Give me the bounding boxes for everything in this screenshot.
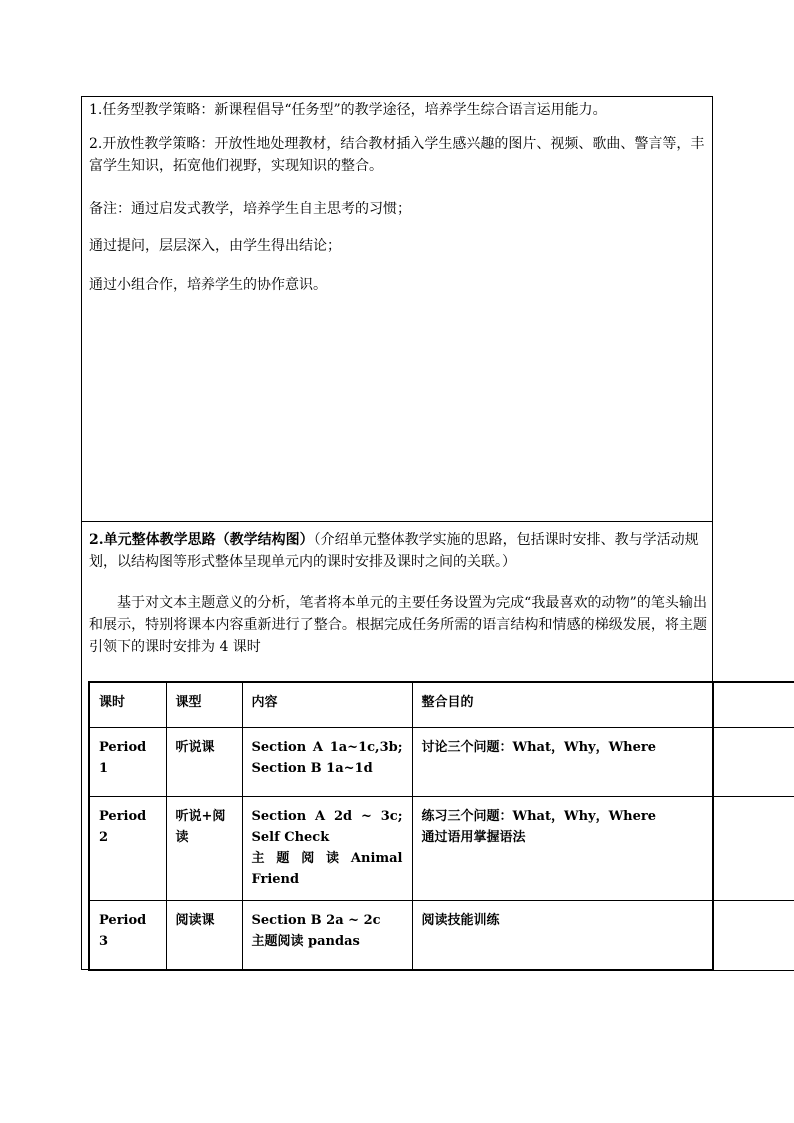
period-cell: Period 3 bbox=[89, 900, 166, 970]
section-heading-description: （介绍单元整体教学实施的思路，包括课时安排、教与学活动规划，以结构图等形式整体呈现单元内的课时安排及课时之间的关联。） bbox=[89, 532, 699, 570]
content-line: Section B 1a~1d bbox=[251, 760, 373, 776]
content-line: Friend bbox=[251, 871, 300, 887]
purpose-line: 讨论三个问题：What，Why，Where bbox=[421, 739, 657, 755]
header-period: 课时 bbox=[89, 682, 166, 727]
section-heading-title: 2.单元整体教学思路（教学结构图） bbox=[89, 532, 314, 548]
content-line: Section A 1a~1c,3b; bbox=[251, 739, 403, 755]
period-cell: Period 1 bbox=[89, 727, 166, 796]
header-type: 课型 bbox=[166, 682, 242, 727]
type-cell: 听说+阅读 bbox=[166, 796, 242, 900]
type-cell: 听说课 bbox=[166, 727, 242, 796]
period-cell: Period 2 bbox=[89, 796, 166, 900]
strategy-task-based: 1.任务型教学策略：新课程倡导“任务型”的教学途径，培养学生综合语言运用能力。 bbox=[89, 102, 607, 118]
content-line: 主题阅读 pandas bbox=[251, 933, 360, 949]
note-group-work: 通过小组合作，培养学生的协作意识。 bbox=[89, 277, 327, 293]
extra-cell bbox=[713, 900, 794, 970]
period-schedule-table bbox=[88, 681, 794, 971]
section-heading bbox=[89, 529, 707, 573]
header-purpose: 整合目的 bbox=[412, 682, 713, 727]
teaching-strategies-section bbox=[82, 97, 712, 522]
note-questioning: 通过提问，层层深入，由学生得出结论； bbox=[89, 238, 341, 254]
note-heuristic: 备注：通过启发式教学，培养学生自主思考的习惯； bbox=[89, 201, 411, 217]
content-cell bbox=[242, 727, 412, 796]
content-line: Self Check bbox=[251, 829, 330, 845]
table-header-row bbox=[89, 682, 794, 727]
header-content: 内容 bbox=[242, 682, 412, 727]
table-row bbox=[89, 900, 794, 970]
purpose-cell bbox=[412, 727, 713, 796]
purpose-cell bbox=[412, 796, 713, 900]
section-body: 基于对文本主题意义的分析，笔者将本单元的主要任务设置为完成“我最喜欢的动物”的笔头输出和展示，特别将课本内容重新进行了整合。根据完成任务所需的语言结构和情感的梯级发展，将主题引领下的课时安排为 4 课时 bbox=[89, 595, 707, 655]
purpose-line: 练习三个问题：What，Why，Where bbox=[421, 808, 657, 824]
purpose-line: 通过语用掌握语法 bbox=[421, 829, 526, 845]
extra-cell bbox=[713, 796, 794, 900]
content-line: Section B 2a ~ 2c bbox=[251, 912, 381, 928]
purpose-cell bbox=[412, 900, 713, 970]
content-cell bbox=[242, 796, 412, 900]
content-line: 主 题 阅 读 Animal bbox=[251, 850, 403, 866]
content-cell bbox=[242, 900, 412, 970]
type-cell: 阅读课 bbox=[166, 900, 242, 970]
content-line: Section A 2d ~ 3c; bbox=[251, 808, 403, 824]
table-row bbox=[89, 796, 794, 900]
extra-cell bbox=[713, 727, 794, 796]
purpose-line: 阅读技能训练 bbox=[421, 912, 500, 928]
table-row bbox=[89, 727, 794, 796]
unit-teaching-plan-section bbox=[82, 522, 712, 681]
strategy-open: 2.开放性教学策略：开放性地处理教材，结合教材插入学生感兴趣的图片、视频、歌曲、警言等，丰富学生知识，拓宽他们视野，实现知识的整合。 bbox=[89, 136, 705, 174]
header-extra bbox=[713, 682, 794, 727]
